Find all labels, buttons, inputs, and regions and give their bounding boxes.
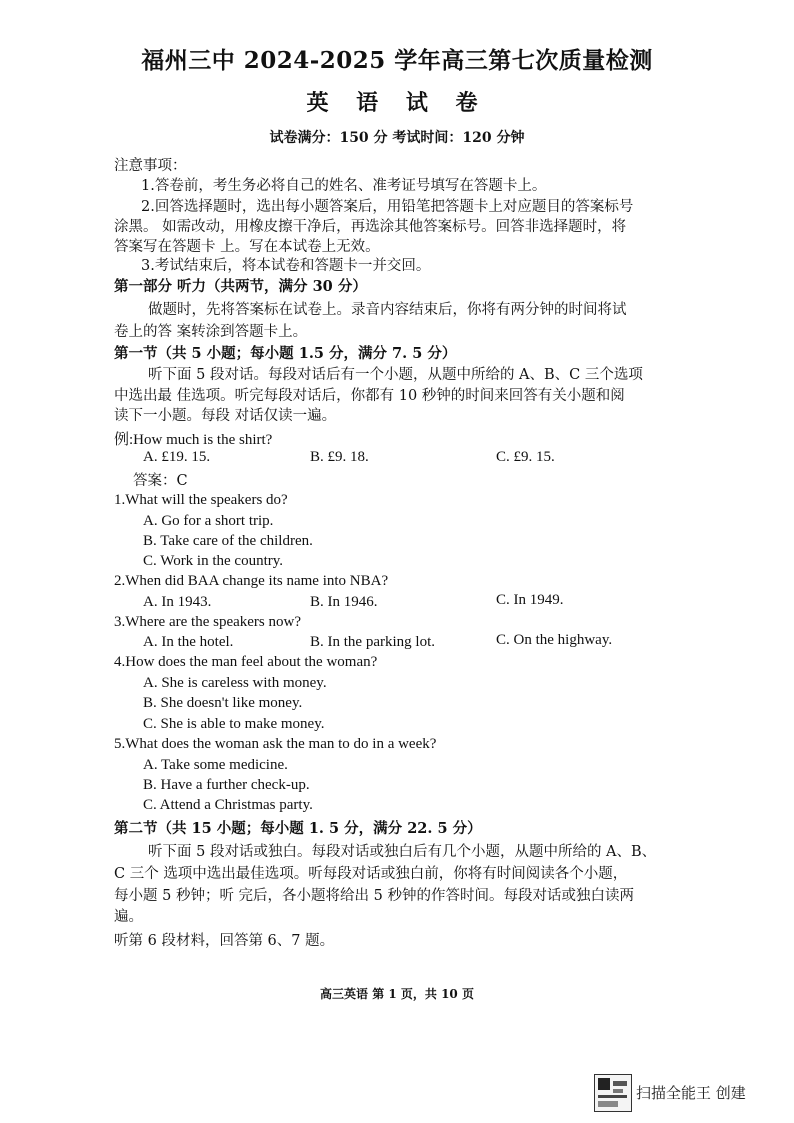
- section2-heading: 第二节（共 15 小题；每小题 1. 5 分，满分 22. 5 分）: [114, 820, 482, 837]
- q1-option-c: C. Work in the country.: [143, 553, 284, 569]
- q1-option-b: B. Take care of the children.: [143, 533, 313, 549]
- section2-intro-line-3: 每小题 5 秒钟；听 完后，各小题将给出 5 秒钟的作答时间。每段对话或独白读两: [114, 888, 634, 904]
- q1-stem: 1.What will the speakers do?: [114, 492, 288, 508]
- q2-option-c: C. In 1949.: [496, 592, 564, 608]
- notice-item-2-line-1: 2.回答选择题时，选出每小题答案后，用铅笔把答题卡上对应题目的答案标号: [141, 199, 634, 215]
- page-footer: 高三英语 第 1 页，共 10 页: [320, 987, 474, 1001]
- q4-option-c: C. She is able to make money.: [143, 716, 325, 732]
- q2-option-b: B. In 1946.: [310, 594, 378, 610]
- section2-material: 听第 6 段材料，回答第 6、7 题。: [114, 933, 335, 949]
- scanner-logo-icon: [594, 1074, 632, 1112]
- section1-intro-line-3: 读下一小题。每段 对话仅读一遍。: [114, 408, 337, 424]
- section2-intro-line-2: C 三个 选项中选出最佳选项。听每段对话或独白前，你将有时间阅读各个小题，: [114, 866, 628, 882]
- q2-stem: 2.When did BAA change its name into NBA?: [114, 573, 389, 589]
- q5-option-c: C. Attend a Christmas party.: [143, 797, 313, 813]
- q5-option-a: A. Take some medicine.: [143, 757, 288, 773]
- example-option-c: C. £9. 15.: [496, 449, 555, 465]
- notice-item-2-line-3: 答案写在答题卡 上。写在本试卷上无效。: [114, 239, 380, 255]
- notice-item-2-line-2: 涂黑。 如需改动，用橡皮擦干净后，再选涂其他答案标号。回答非选择题时，将: [114, 219, 627, 235]
- exam-info: 试卷满分：150 分 考试时间：120 分钟: [269, 130, 525, 146]
- notice-item-1: 1.答卷前，考生务必将自己的姓名、准考证号填写在答题卡上。: [141, 178, 547, 194]
- example-question: 例:How much is the shirt?: [114, 432, 273, 448]
- q5-stem: 5.What does the woman ask the man to do in a week?: [114, 736, 437, 752]
- example-answer: 答案：C: [133, 473, 188, 489]
- q3-option-c: C. On the highway.: [496, 632, 613, 648]
- section1-heading: 第一节（共 5 小题；每小题 1.5 分，满分 7. 5 分）: [114, 345, 457, 362]
- example-option-a: A. £19. 15.: [143, 449, 211, 465]
- notice-item-3: 3.考试结束后，将本试卷和答题卡一并交回。: [141, 258, 431, 274]
- q5-option-b: B. Have a further check-up.: [143, 777, 310, 793]
- q4-stem: 4.How does the man feel about the woman?: [114, 654, 378, 670]
- section1-intro-line-1: 听下面 5 段对话。每段对话后有一个小题，从题中所给的 A、B、C 三个选项: [148, 367, 643, 383]
- section2-intro-line-4: 遍。: [114, 909, 143, 925]
- exam-title: 福州三中 2024-2025 学年高三第七次质量检测: [141, 47, 653, 74]
- scanner-watermark: 扫描全能王 创建: [636, 1084, 746, 1102]
- section1-intro-line-2: 中选出最 佳选项。听完每段对话后，你都有 10 秒钟的时间来回答有关小题和阅: [114, 388, 625, 404]
- q1-option-a: A. Go for a short trip.: [143, 513, 274, 529]
- example-option-b: B. £9. 18.: [310, 449, 369, 465]
- q3-option-b: B. In the parking lot.: [310, 634, 435, 650]
- part1-intro-line-1: 做题时，先将答案标在试卷上。录音内容结束后，你将有两分钟的时间将试: [148, 302, 627, 318]
- q3-option-a: A. In the hotel.: [143, 634, 234, 650]
- section2-intro-line-1: 听下面 5 段对话或独白。每段对话或独白后有几个小题，从题中所给的 A、B、: [148, 844, 657, 860]
- part1-heading: 第一部分 听力（共两节，满分 30 分）: [114, 278, 367, 295]
- notice-heading: 注意事项：: [114, 158, 187, 174]
- exam-subject: 英 语 试 卷: [306, 90, 488, 116]
- q4-option-a: A. She is careless with money.: [143, 675, 327, 691]
- q4-option-b: B. She doesn't like money.: [143, 695, 303, 711]
- part1-intro-line-2: 卷上的答 案转涂到答题卡上。: [114, 324, 308, 340]
- q2-option-a: A. In 1943.: [143, 594, 212, 610]
- q3-stem: 3.Where are the speakers now?: [114, 614, 301, 630]
